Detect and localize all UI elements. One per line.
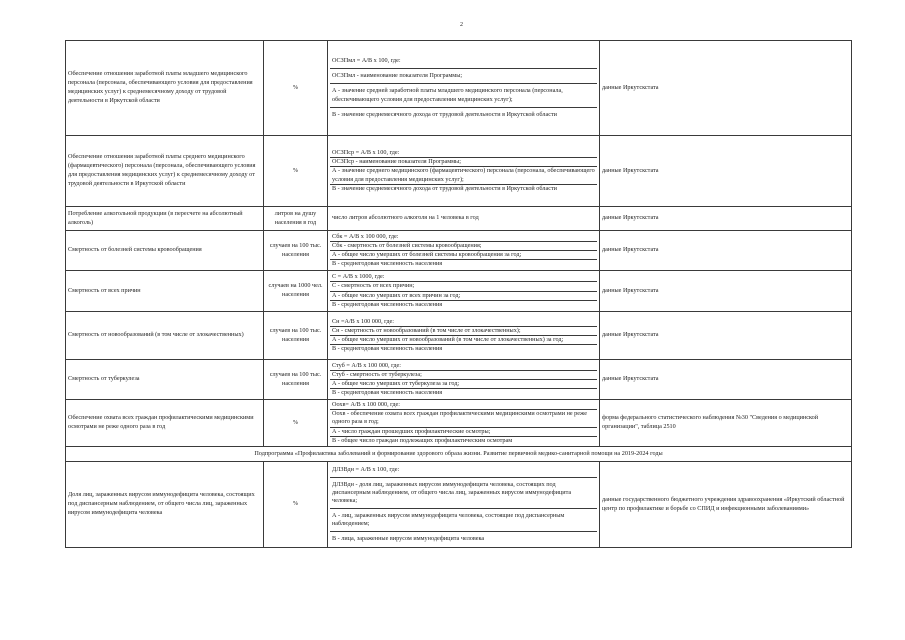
formula-line: В - лица, зараженные вирусом иммунодефицита человека bbox=[330, 531, 597, 546]
formula-line: А - значение среднего медицинского (фармацевтического) персонала (персонала, обеспечивающего условия для предоставления медицинских услуг); bbox=[330, 166, 597, 183]
table-row bbox=[66, 360, 852, 400]
indicator-cell: Потребление алкогольной продукции (в пересчете на абсолютный алкоголь) bbox=[66, 207, 264, 231]
data-source-cell: форма федерального статистического наблюдения №30 "Сведения о медицинской организации", таблица 2510 bbox=[600, 400, 852, 447]
formula-line: А - значение средней заработной платы младшего медицинского персонала (персонала, обеспечивающего условия для предоставления медицинских услуг); bbox=[330, 83, 597, 106]
data-source-cell: данные государственного бюджетного учреждения здравоохранения «Иркутский областной центр по профилактике и борьбе со СПИД и инфекционными заболеваниями» bbox=[600, 462, 852, 548]
formula-line: А - общее число умерших от туберкулеза за год; bbox=[330, 379, 597, 388]
formula-line: Сн - смертность от новообразований (в том числе от злокачественных); bbox=[330, 326, 597, 335]
data-source-cell: данные Иркутскстата bbox=[600, 360, 852, 400]
section-row-group bbox=[66, 447, 852, 462]
formula-line: ДЛЗВдн = А/В х 100, где: bbox=[332, 466, 400, 473]
formula-line: В - среднегодовая численность населения bbox=[330, 259, 597, 268]
formula-line: Сбк - смертность от болезней системы кровообращения; bbox=[330, 241, 597, 250]
formula-line: А - общее число умерших от болезней системы кровообращения за год; bbox=[330, 250, 597, 259]
unit-cell: % bbox=[264, 41, 328, 136]
table-body bbox=[66, 462, 852, 548]
formula-line: В - общее число граждан подлежащих профилактическим осмотрам bbox=[330, 436, 597, 445]
page-number: 2 bbox=[460, 22, 463, 28]
indicator-cell: Обеспечение отношения заработной платы среднего медицинского (фармацевтического) персонала (персонала, обеспечивающего условия для предоставления медицинских услуг) к среднемесячному доходу от трудовой деятельности в Иркутской области bbox=[66, 136, 264, 207]
formula-line: ОСЗПмл - наименование показателя Программы; bbox=[330, 68, 597, 83]
indicators-table bbox=[65, 40, 852, 548]
unit-cell: % bbox=[264, 400, 328, 447]
formula-line: В - значение среднемесячного дохода от трудовой деятельности в Иркутской области bbox=[330, 107, 597, 122]
formula-line: ДЛЗВдн - доля лиц, зараженных вирусом иммунодефицита человека, состоящих под диспансерным наблюдением, от общего числа лиц, зараженных вирусом иммунодефицита человека; bbox=[330, 477, 597, 508]
unit-cell: % bbox=[264, 462, 328, 548]
formula-cell bbox=[328, 231, 600, 271]
formula-line: С = А/В х 1000, где: bbox=[332, 273, 385, 281]
table-row bbox=[66, 462, 852, 548]
formula-cell bbox=[328, 400, 600, 447]
section-row bbox=[66, 447, 852, 462]
indicator-cell: Смертность от новообразований (в том числе от злокачественных) bbox=[66, 312, 264, 360]
formula-line: Оохв= А/В х 100 000, где: bbox=[332, 401, 401, 409]
formula-line: ОСЗПмл = А/В х 100, где: bbox=[332, 57, 401, 65]
unit-cell: случаев на 100 тыс. населения bbox=[264, 360, 328, 400]
formula-line: В - среднегодовая численность населения bbox=[330, 300, 597, 309]
formula-line: число литров абсолютного алкоголя на 1 человека в год bbox=[332, 214, 479, 222]
unit-cell: случаев на 1000 чел. населения bbox=[264, 271, 328, 312]
formula-line: А - число граждан прошедших профилактические осмотры; bbox=[330, 427, 597, 436]
formula-line: Стуб - смертность от туберкулеза; bbox=[330, 370, 597, 379]
formula-line: С - смертность от всех причин; bbox=[330, 281, 597, 290]
formula-line: А - лиц, зараженных вирусом иммунодефицита человека, состоящие под диспансерным наблюдением; bbox=[330, 508, 597, 531]
indicator-cell: Смертность от болезней системы кровообращения bbox=[66, 231, 264, 271]
formula-line: А - общее число умерших от новообразований (в том числе от злокачественных) за год; bbox=[330, 335, 597, 344]
table-row bbox=[66, 400, 852, 447]
formula-line: В - среднегодовая численность населения bbox=[330, 344, 597, 353]
data-source-cell: данные Иркутскстата bbox=[600, 231, 852, 271]
indicator-cell: Доля лиц, зараженных вирусом иммунодефицита человека, состоящих под диспансерным наблюдением, от общего числа лиц, зараженных вирусом иммунодефицита человека bbox=[66, 462, 264, 548]
formula-cell bbox=[328, 41, 600, 136]
indicator-cell: Смертность от туберкулеза bbox=[66, 360, 264, 400]
formula-line: Сбк = А/В х 100 000, где: bbox=[332, 232, 399, 240]
table-row bbox=[66, 312, 852, 360]
section-heading: Подпрограмма «Профилактика заболеваний и формирование здорового образа жизни. Развитие первичной медико-санитарной помощи на 2019-2024 годы bbox=[66, 447, 852, 462]
formula-line: А - общее число умерших от всех причин за год; bbox=[330, 291, 597, 300]
formula-cell bbox=[328, 360, 600, 400]
formula-line: В - среднегодовая численность населения bbox=[330, 388, 597, 397]
data-source-cell: данные Иркутскстата bbox=[600, 207, 852, 231]
table-row bbox=[66, 271, 852, 312]
unit-cell: случаев на 100 тыс. населения bbox=[264, 231, 328, 271]
unit-cell: % bbox=[264, 136, 328, 207]
formula-line: ОСЗПср = А/В х 100, где: bbox=[332, 149, 400, 157]
formula-line: Сн =А/В х 100 000, где: bbox=[332, 317, 395, 325]
table-row bbox=[66, 231, 852, 271]
indicator-cell: Обеспечение охвата всех граждан профилактическими медицинскими осмотрами не реже одного раза в год bbox=[66, 400, 264, 447]
formula-cell bbox=[328, 271, 600, 312]
table-row bbox=[66, 41, 852, 136]
indicator-cell: Обеспечение отношения заработной платы младшего медицинского персонала (персонала, обеспечивающего условия для предоставления медицинских услуг) к среднемесячному доходу от трудовой деятельности в Иркутской области bbox=[66, 41, 264, 136]
table-row bbox=[66, 207, 852, 231]
data-source-cell: данные Иркутскстата bbox=[600, 41, 852, 136]
data-source-cell: данные Иркутскстата bbox=[600, 136, 852, 207]
unit-cell: случаев на 100 тыс. населения bbox=[264, 312, 328, 360]
formula-line: В - значение среднемесячного дохода от трудовой деятельности в Иркутской области bbox=[330, 184, 597, 193]
table-row bbox=[66, 136, 852, 207]
formula-cell bbox=[328, 462, 600, 548]
formula-cell bbox=[328, 136, 600, 207]
formula-line: Стуб = А/В х 100 000, где: bbox=[332, 361, 401, 369]
data-source-cell: данные Иркутскстата bbox=[600, 271, 852, 312]
formula-cell bbox=[328, 312, 600, 360]
formula-line: ОСЗПср - наименование показателя Программы; bbox=[330, 157, 597, 166]
formula-cell bbox=[328, 207, 600, 231]
indicator-cell: Смертность от всех причин bbox=[66, 271, 264, 312]
unit-cell: литров на душу населения в год bbox=[264, 207, 328, 231]
data-source-cell: данные Иркутскстата bbox=[600, 312, 852, 360]
table-body bbox=[66, 41, 852, 447]
formula-line: Оохв - обеспечение охвата всех граждан профилактическими медицинскими осмотрами не реже одного раза в год; bbox=[330, 409, 597, 426]
